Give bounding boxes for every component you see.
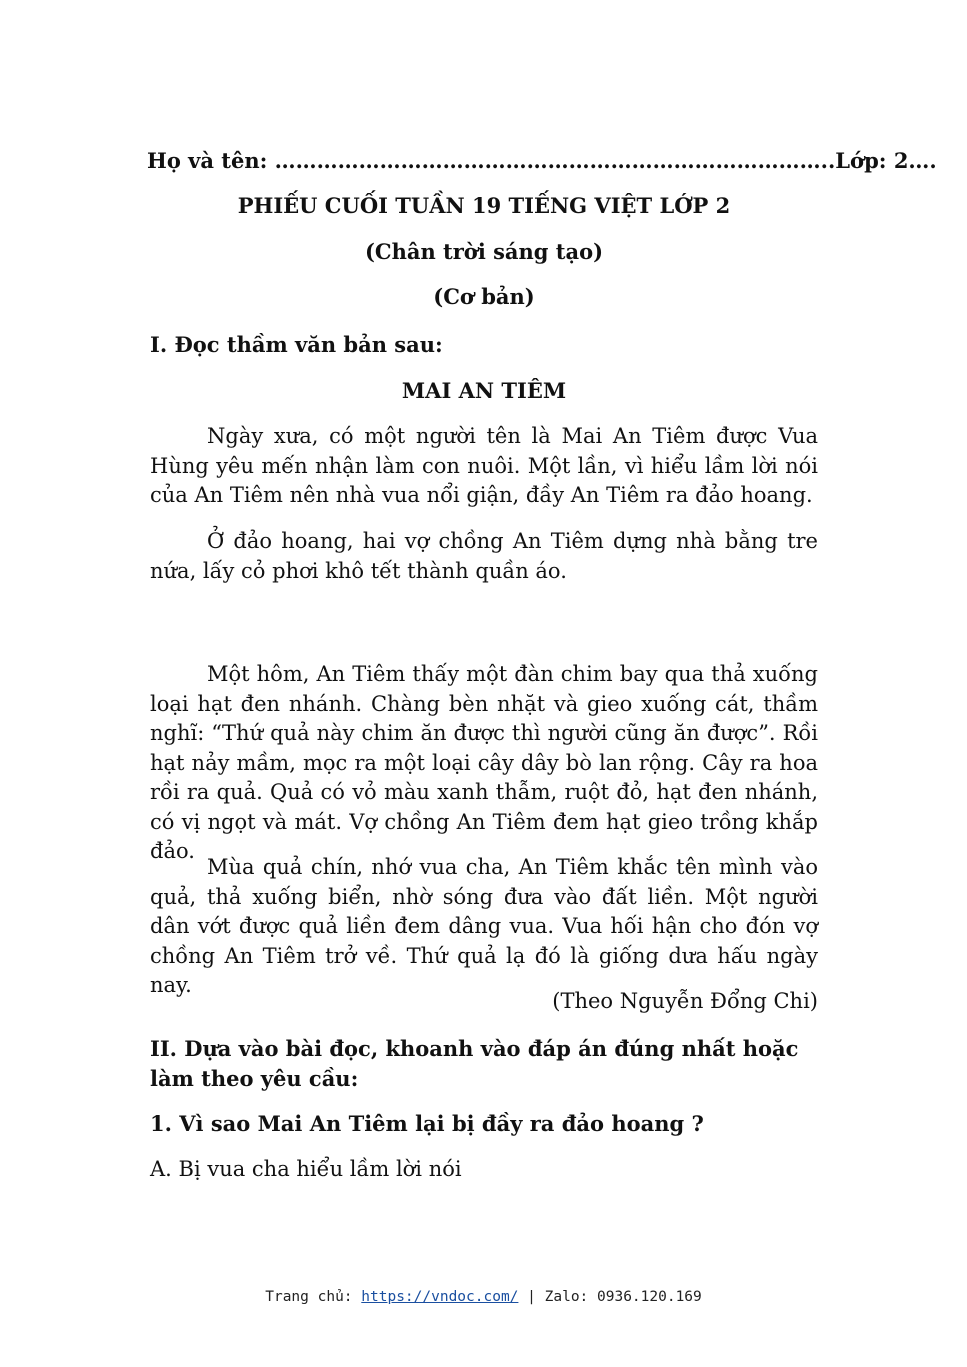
footer-homepage-link[interactable]: https://vndoc.com/	[361, 1289, 519, 1305]
question-1: 1. Vì sao Mai An Tiêm lại bị đầy ra đảo hoang ?	[150, 1111, 704, 1136]
footer-separator: |	[527, 1289, 536, 1305]
footer-label: Trang chủ:	[265, 1289, 353, 1305]
worksheet-level: (Cơ bản)	[433, 284, 535, 309]
page-footer	[0, 1289, 967, 1305]
section2-heading: II. Dựa vào bài đọc, khoanh vào đáp án đúng nhất hoặc làm theo yêu cầu:	[150, 1036, 799, 1091]
section1-heading: I. Đọc thầm văn bản sau:	[150, 332, 443, 357]
story-paragraph-4: Mùa quả chín, nhớ vua cha, An Tiêm khắc tên mình vào quả, thả xuống biển, nhờ sóng đưa vào đất liền. Một người dân vớt được quả liền đem dâng vua. Vua hối hận cho đón vợ chồng An Tiêm trở về. Thứ quả lạ đó là giống dưa hấu ngày nay.	[150, 855, 818, 997]
worksheet-title: PHIẾU CUỐI TUẦN 19 TIẾNG VIỆT LỚP 2	[237, 193, 731, 218]
worksheet-series: (Chân trời sáng tạo)	[364, 239, 604, 264]
story-title: MAI AN TIÊM	[401, 378, 567, 403]
student-name-line: Họ và tên: ……………………………………………………………………..Lớp: 2….	[147, 148, 937, 173]
story-paragraph-3: Một hôm, An Tiêm thấy một đàn chim bay qua thả xuống loại hạt đen nhánh. Chàng bèn nhặt và gieo xuống cát, thầm nghĩ: “Thứ quả này chim ăn được thì người cũng ăn được”. Rồi hạt nảy mầm, mọc ra một loại cây dây bò lan rộng. Cây ra hoa rồi ra quả. Quả có vỏ màu xanh thẫm, ruột đỏ, hạt đen nhánh, có vị ngọt và mát. Vợ chồng An Tiêm đem hạt gieo trồng khắp đảo.	[150, 662, 818, 863]
story-paragraph-1: Ngày xưa, có một người tên là Mai An Tiêm được Vua Hùng yêu mến nhận làm con nuôi. Một lần, vì hiểu lầm lời nói của An Tiêm nên nhà vua nổi giận, đầy An Tiêm ra đảo hoang.	[150, 424, 818, 507]
question-1-option-a: A. Bị vua cha hiểu lầm lời nói	[150, 1157, 462, 1181]
story-paragraph-2: Ở đảo hoang, hai vợ chồng An Tiêm dựng nhà bằng tre nứa, lấy cỏ phơi khô tết thành quần áo.	[150, 529, 818, 583]
story-source: (Theo Nguyễn Đổng Chi)	[552, 989, 818, 1013]
footer-zalo: Zalo: 0936.120.169	[544, 1289, 702, 1305]
